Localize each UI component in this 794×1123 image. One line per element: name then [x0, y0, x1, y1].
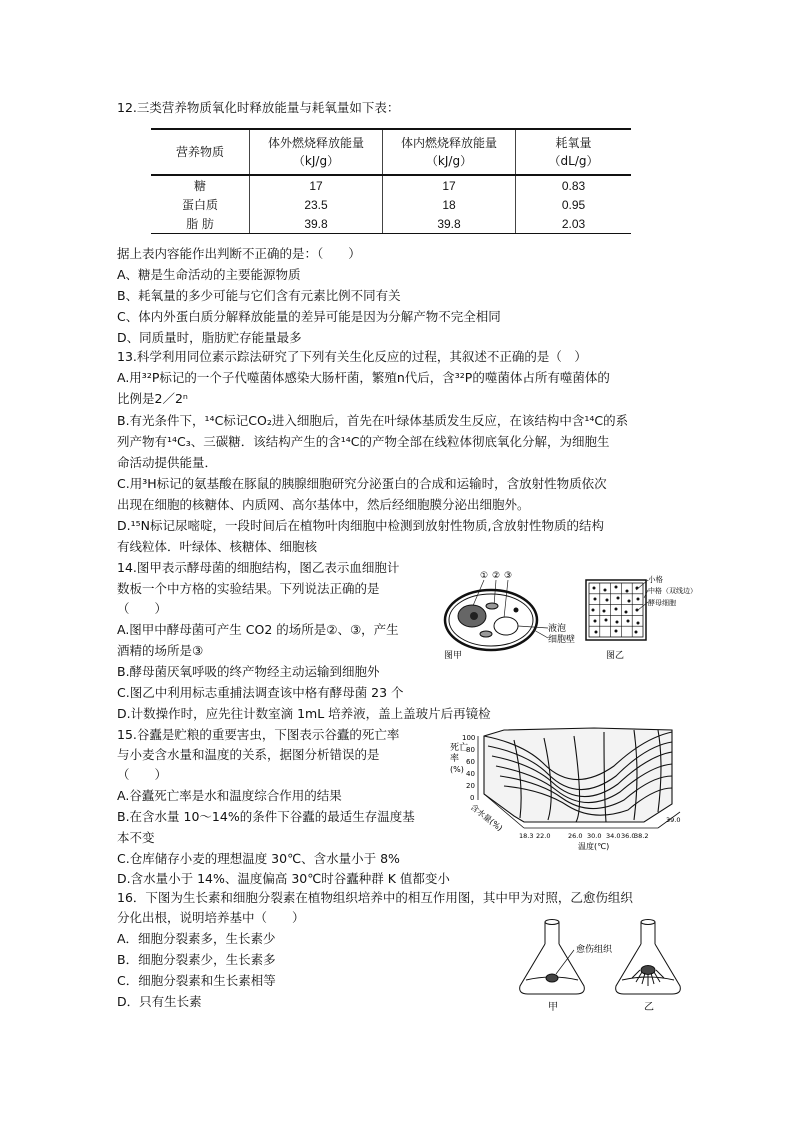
- yeast-vacuole: [494, 617, 518, 635]
- q12-option-d: D、同质量时，脂肪贮存能量最多: [117, 330, 302, 345]
- caption-jia: 甲: [548, 1002, 558, 1013]
- label-num-3: ③: [504, 571, 513, 581]
- table-row: [151, 195, 631, 214]
- z-label-line3: (%): [450, 765, 464, 774]
- q16-stem-cont: 分化出根，说明培养基中（ ）: [117, 910, 305, 925]
- q16-stem: 16．下图为生长素和细胞分裂素在植物组织培养中的相互作用图，其中甲为对照，乙愈伤组织: [117, 890, 633, 905]
- caption-yi: 乙: [644, 1002, 654, 1013]
- label-num-1: ①: [480, 571, 489, 581]
- x-tick: 36.0: [621, 832, 636, 840]
- cell: 脂 肪: [151, 214, 250, 234]
- q15-option-a: A.谷蠹死亡率是水和温度综合作用的结果: [117, 788, 342, 803]
- cell: 0.83: [516, 175, 632, 195]
- q16-option-a: A．细胞分裂素多，生长素少: [117, 931, 276, 946]
- cell: 39.8: [250, 214, 383, 234]
- x-tick: 22.0: [536, 832, 551, 840]
- q12-option-c: C、体内外蛋白质分解释放能量的差异可能是因为分解产物不完全相同: [117, 309, 501, 324]
- q12-option-b: B、耗氧量的多少可能与它们含有元素比例不同有关: [117, 288, 401, 303]
- q12-question: 据上表内容能作出判断不正确的是：（ ）: [117, 246, 361, 261]
- x-tick: 38.2: [634, 832, 649, 840]
- x-tick: 34.0: [606, 832, 621, 840]
- q15-option-c: C.仓库储存小麦的理想温度 30℃、含水量小于 8%: [117, 851, 400, 866]
- label-vacuole: 液泡: [548, 624, 567, 634]
- z-tick: 20: [466, 782, 475, 790]
- q14-option-a: A.图甲中酵母菌可产生 CO2 的场所是②、③，产生: [117, 622, 399, 637]
- label-cell-wall: 细胞壁: [548, 635, 576, 645]
- q16-option-d: D．只有生长素: [117, 994, 202, 1009]
- q13-option-b: B.有光条件下，¹⁴C标记CO₂进入细胞后，首先在叶绿体基质发生反应，在该结构中含¹⁴C的系: [117, 413, 629, 428]
- cell: 18: [383, 195, 516, 214]
- x-tick: 18.3: [519, 832, 534, 840]
- q16-option-b: B．细胞分裂素少，生长素多: [117, 952, 276, 967]
- label-num-2: ②: [492, 571, 501, 581]
- x-tick: 30.0: [587, 832, 602, 840]
- z-label-line2: 率: [450, 754, 460, 764]
- q13-option-b-cont2: 命活动提供能量．: [117, 455, 218, 470]
- header-nutrient: 营养物质: [151, 129, 250, 175]
- header-internal-energy: 体内燃烧释放能量 （kJ/g）: [383, 129, 516, 175]
- q15-stem-paren: （ ）: [117, 767, 168, 782]
- z-label-line1: 死亡: [450, 743, 469, 753]
- label-middle-square: 中格（双线边）: [648, 587, 697, 595]
- cell: 糖: [193, 179, 206, 193]
- q14-stem-cont: 数板一个中方格的实验结果。下列说法正确的是: [117, 581, 380, 596]
- q16-option-c: C．细胞分裂素和生长素相等: [117, 973, 276, 988]
- flask-yi: [616, 920, 681, 995]
- q12-option-a: A、糖是生命活动的主要能源物质: [117, 267, 301, 282]
- yeast-counting-figure: [436, 566, 697, 662]
- tissue-culture-figure: [508, 910, 694, 1014]
- z-tick: 60: [466, 758, 475, 766]
- q14-option-c: C.图乙中利用标志重捕法调查该中格有酵母菌 23 个: [117, 685, 404, 700]
- q12-stem: 12.三类营养物质氧化时释放能量与耗氧量如下表：: [117, 100, 400, 115]
- label-yeast-cell: 酵母细胞: [648, 599, 676, 607]
- label-small-square: 小格: [648, 575, 663, 584]
- mortality-surface-figure: [444, 724, 690, 852]
- header-oxygen: 耗氧量 （dL/g）: [516, 129, 632, 175]
- caption-jia: 图甲: [444, 651, 463, 661]
- table-header-row: [151, 129, 631, 175]
- q15-option-d: D.含水量小于 14%、温度偏高 30℃时谷蠹种群 K 值都变小: [117, 871, 450, 886]
- z-tick: 0: [470, 794, 475, 802]
- q13-option-d: D.¹⁵N标记尿嘧啶，一段时间后在植物叶肉细胞中检测到放射性物质,含放射性物质的结构: [117, 518, 604, 533]
- cell: 2.03: [516, 214, 632, 234]
- z-tick: 80: [466, 746, 475, 754]
- q14-stem: 14.图甲表示酵母菌的细胞结构，图乙表示血细胞计: [117, 560, 400, 575]
- x-axis-label: 温度(℃): [578, 842, 610, 851]
- cell: 0.95: [516, 195, 632, 214]
- cell: 39.8: [383, 214, 516, 234]
- table-row: [151, 214, 631, 234]
- x-tick: 39.0: [666, 816, 681, 824]
- z-tick: 100: [462, 734, 476, 742]
- table-row: [151, 175, 631, 195]
- nutrient-table: [151, 128, 631, 234]
- cell: 17: [250, 175, 383, 195]
- cell: 23.5: [250, 195, 383, 214]
- q13-option-a: A.用³²P标记的一个子代噬菌体感染大肠杆菌，繁殖n代后，含³²P的噬菌体占所有噬菌体的: [117, 370, 610, 385]
- flask-jia: [520, 920, 585, 995]
- q14-option-a-cont: 酒精的场所是③: [117, 643, 204, 658]
- label-callus: 愈伤组织: [576, 945, 613, 955]
- q13-option-a-cont: 比例是2／2ⁿ: [117, 391, 188, 406]
- cell: 17: [383, 175, 516, 195]
- caption-yi: 图乙: [606, 651, 625, 661]
- header-external-energy: 体外燃烧释放能量 （kJ/g）: [250, 129, 383, 175]
- q14-option-d: D.计数操作时，应先往计数室滴 1mL 培养液，盖上盖玻片后再镜检: [117, 706, 491, 721]
- q15-option-b-cont: 本不变: [117, 830, 155, 845]
- q13-option-c-cont: 出现在细胞的核糖体、内质网、高尔基体中，然后经细胞膜分泌出细胞外。: [117, 497, 530, 512]
- cell: 蛋白质: [181, 198, 218, 212]
- q13-option-b-cont: 列产物有¹⁴C₃、三碳糖．该结构产生的含¹⁴C的产物全部在线粒体彻底氧化分解，为细胞生: [117, 434, 610, 449]
- mortality-surface: [484, 728, 672, 822]
- q15-option-b: B.在含水量 10～14%的条件下谷蠹的最适生存温度基: [117, 809, 415, 824]
- q13-option-d-cont: 有线粒体．叶绿体、核糖体、细胞核: [117, 539, 318, 554]
- z-tick: 40: [466, 770, 475, 778]
- q15-stem: 15.谷蠹是贮粮的重要害虫，下图表示谷蠹的死亡率: [117, 727, 400, 742]
- q13-option-c: C.用³H标记的氨基酸在豚鼠的胰腺细胞研究分泌蛋白的合成和运输时，含放射性物质依次: [117, 476, 607, 491]
- q13-stem: 13.科学利用同位素示踪法研究了下列有关生化反应的过程，其叙述不正确的是（ ）: [117, 349, 587, 364]
- x-tick: 26.0: [568, 832, 583, 840]
- q14-stem-paren: （ ）: [117, 601, 168, 616]
- y-axis-label: 含水量(%): [468, 802, 505, 833]
- q14-option-b: B.酵母菌厌氧呼吸的终产物经主动运输到细胞外: [117, 664, 380, 679]
- q15-stem-cont: 与小麦含水量和温度的关系，据图分析错误的是: [117, 747, 380, 762]
